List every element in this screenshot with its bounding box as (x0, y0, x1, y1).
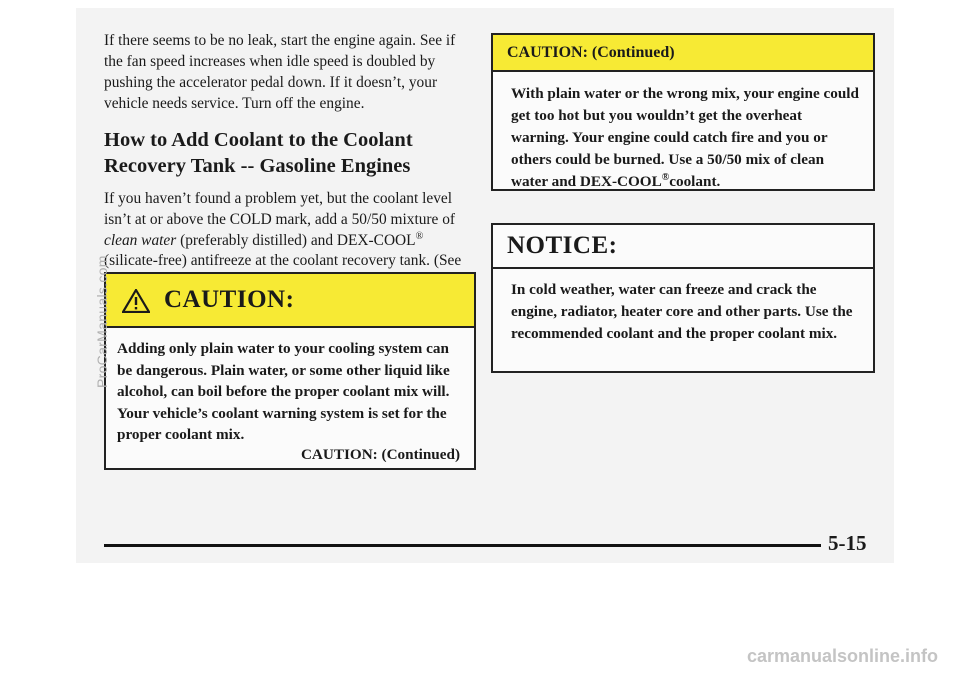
notice-body: In cold weather, water can freeze and crack the engine, radiator, heater core and other parts. Use the recommended coolant and the proper coolant mix. (511, 281, 853, 342)
heading-line-1: How to Add Coolant to the Coolant (104, 129, 413, 151)
page-number: 5-15 (828, 531, 867, 555)
notice-title: NOTICE: (493, 225, 873, 269)
caution-continued-text-1: With plain water or the wrong mix, your engine could get too hot but you wouldn’t get the overheat warning. Your engine could catch fire and you or others could be burned. Use a 50/50 mix of clean water and DEX-COOL (511, 85, 859, 190)
heading-line-2: Recovery Tank -- Gasoline Engines (104, 155, 411, 177)
caution-continued-label: CAUTION: (Continued) (300, 445, 460, 463)
coolant-text-italic: clean water (104, 231, 177, 249)
caution-continued-box (491, 33, 875, 191)
coolant-text-2: (preferably distilled) and DEX-COOL (176, 231, 416, 249)
coolant-text-1: If you haven’t found a problem yet, but the coolant level isn’t at or above the COLD mark, add a 50/50 mixture of (104, 190, 456, 228)
side-watermark: ProCarManuals.com (94, 255, 110, 388)
caution-header (106, 274, 474, 328)
registered-mark: ® (415, 230, 424, 242)
caution-box (104, 272, 476, 470)
notice-box (491, 223, 875, 373)
caution-continued-text-2: coolant. (669, 173, 721, 190)
coolant-text-3: (silicate-free) antifreeze at the coolant recovery tank. (See (104, 252, 462, 270)
warning-triangle-icon (122, 289, 150, 313)
caution-continued-body (493, 72, 873, 193)
caution-continued-header: CAUTION: (Continued) (493, 35, 873, 72)
left-column (104, 30, 474, 293)
caution-body: Adding only plain water to your cooling system can be dangerous. Plain water, or some other liquid like alcohol, can boil before the proper coolant mix will. Your vehicle’s coolant warning system is set for the proper coolant mix. (117, 340, 450, 443)
intro-paragraph: If there seems to be no leak, start the engine again. See if the fan speed increases when idle speed is doubled by pushing the accelerator pedal down. If it doesn’t, your vehicle needs service. Turn off the engine. (104, 32, 456, 112)
bottom-watermark: carmanualsonline.info (746, 646, 938, 666)
footer-rule (104, 544, 821, 547)
caution-title: CAUTION: (164, 286, 295, 313)
registered-mark: ® (661, 171, 670, 183)
section-heading (104, 127, 474, 179)
